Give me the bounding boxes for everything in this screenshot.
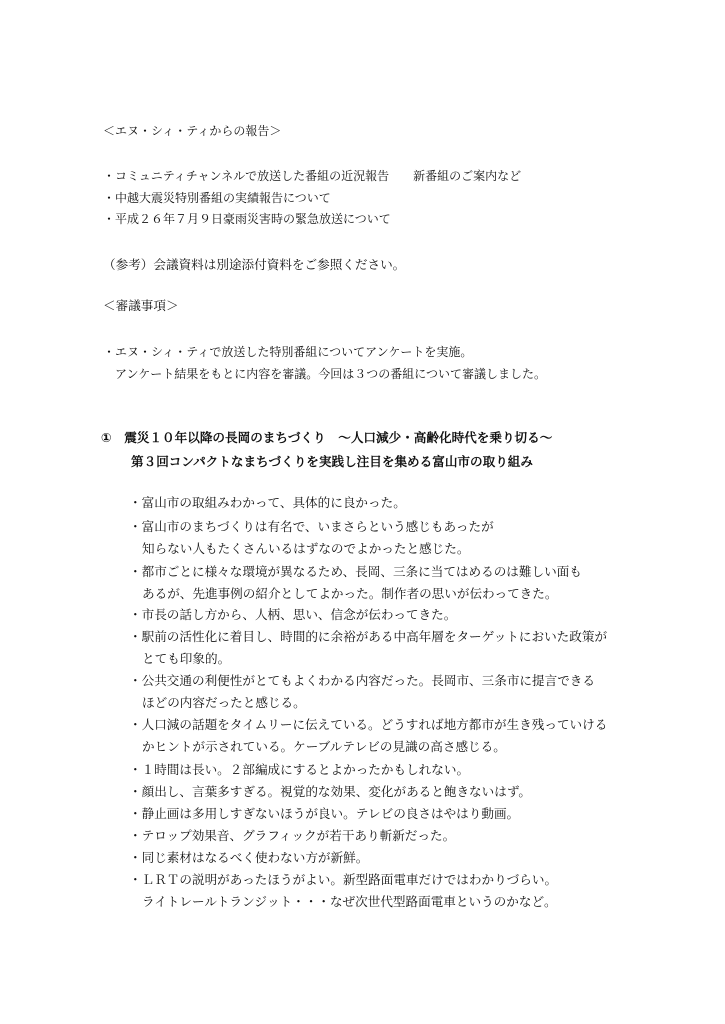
program-title-line-1: ① 震災１０年以降の長岡のまちづくり ～人口減少・高齢化時代を乗り切る～	[101, 430, 553, 445]
reference-note: （参考）会議資料は別途添付資料をご参照ください。	[103, 257, 406, 272]
comment-line: かヒントが示されている。ケーブルテレビの見識の高さ感じる。	[142, 739, 506, 754]
comment-line: ・１時間は長い。２部編成にするとよかったかもしれない。	[129, 762, 470, 777]
review-intro-line-1: ・エヌ・シィ・ティで放送した特別番組についてアンケートを実施。	[103, 345, 473, 359]
comment-line: ほどの内容だったと感じる。	[142, 695, 306, 710]
comment-line: ・市長の話し方から、人柄、思い、信念が伝わってきた。	[129, 607, 457, 622]
comment-line: ・富山市の取組みわかって、具体的に良かった。	[129, 495, 406, 510]
comment-line: ・ＬＲＴの説明があったほうがよい。新型路面電車だけではわかりづらい。	[129, 872, 558, 887]
review-heading: ＜審議事項＞	[103, 298, 179, 313]
comment-line: ・都市ごとに様々な環境が異なるため、長岡、三条に当てはめるのは難しい面も	[129, 564, 582, 579]
comment-line: ライトレールトランジット・・・なぜ次世代型路面電車というのかなど。	[142, 894, 557, 909]
program-title-line-2: 第３回コンパクトなまちづくりを実践し注目を集める富山市の取り組み	[131, 454, 533, 469]
review-intro-line-2: アンケート結果をもとに内容を審議。今回は３つの番組について審議しました。	[115, 367, 547, 381]
comment-line: 知らない人もたくさんいるはずなのでよかったと感じた。	[142, 541, 470, 556]
comment-line: ・富山市のまちづくりは有名で、いまさらという感じもあったが	[129, 519, 494, 534]
comment-line: あるが、先進事例の紹介としてよかった。制作者の思いが伝わってきた。	[142, 586, 558, 601]
report-item-2: ・中越大震災特別番組の実績報告について	[103, 191, 331, 205]
comment-line: ・駅前の活性化に着目し、時間的に余裕がある中高年層をターゲットにおいた政策が	[129, 629, 608, 644]
report-item-1: ・コミュニティチャンネルで放送した番組の近況報告 新番組のご案内など	[103, 169, 522, 183]
report-heading: ＜エヌ・シィ・ティからの報告＞	[103, 124, 282, 138]
comment-line: ・人口減の話題をタイムリーに伝えている。どうすれば地方都市が生き残っていける	[129, 717, 608, 732]
comment-line: とても印象的。	[142, 651, 231, 666]
comment-line: ・公共交通の利便性がとてもよくわかる内容だった。長岡市、三条市に提言できる	[129, 673, 595, 688]
comment-line: ・静止画は多用しすぎないほうが良い。テレビの良さはやはり動画。	[129, 806, 520, 821]
comment-line: ・顔出し、言葉多すぎる。視覚的な効果、変化があると飽きないはず。	[129, 784, 531, 799]
comment-line: ・テロップ効果音、グラフィックが若干あり斬新だった。	[129, 828, 456, 843]
report-item-3: ・平成２６年７月９日豪雨災害時の緊急放送について	[103, 212, 391, 226]
comment-line: ・同じ素材はなるべく使わない方が新鮮。	[129, 850, 369, 865]
